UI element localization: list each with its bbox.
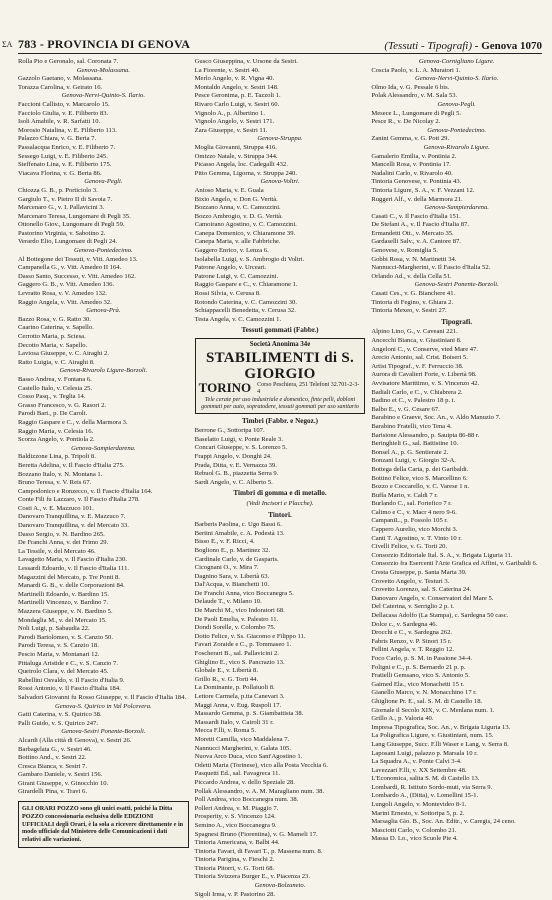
directory-entry: Dolce c., v. Sardegna 46. — [371, 620, 438, 628]
directory-entry: Marcenaro G., v. I. Pallavicini 3. — [18, 204, 105, 212]
directory-entry: Favari Zoraide e C., p. Tommaseo 1. — [194, 641, 292, 649]
directory-entry: Castello Italo, v. Celesia 25. — [18, 384, 93, 392]
directory-entry: Bottino Felice, vico S. Marcellino 6. — [371, 474, 468, 482]
directory-entry: Parodi Teresa, v. S. Canzio 18. — [18, 642, 99, 650]
header-city: Genova 1070 — [481, 40, 542, 52]
directory-entry: Lavezzari F.lli, v. XX Settembre 48. — [371, 766, 467, 774]
directory-entry: Tintoria Favari, di Favari T., p. Massena num. 8. — [194, 847, 323, 855]
directory-entry: Danovaro Angelo, v. Conservatori del Mare 5. — [371, 594, 494, 602]
directory-entry: Olmo Ida, v. G. Pessale 6 bis. — [371, 83, 450, 91]
directory-entry: Ottonello Giov., Lungomare di Pegli 59. — [18, 221, 125, 229]
directory-entry: Cicognani O., v. Mira 7. — [194, 564, 259, 572]
directory-entry: Masciotti Carlo, v. Colombo 21. — [371, 826, 457, 834]
directory-entry: Prosperity, v. S. Vincenzo 124. — [194, 813, 276, 821]
directory-entry: Globale E., v. Libertà 8. — [194, 667, 258, 675]
directory-entry: Burlando C., sal. Fortefico 7 r. — [371, 500, 452, 508]
directory-entry: Avvisatore Marittimo, v. S. Vincenzo 42. — [371, 379, 480, 387]
directory-entry: Angeloni C., v. Conserve, vied Mare 47. — [371, 345, 479, 353]
directory-entry: Gatti Caterina, v. S. Quirico 38. — [18, 711, 102, 719]
directory-entry: Ratto Luigia, v. C. Airaghi 8. — [18, 358, 95, 366]
directory-entry: Nannucci Margherini, v. Galata 105. — [194, 744, 291, 752]
locality-heading: Genova-Sestri Ponente-Borzoli. — [61, 728, 146, 736]
directory-entry: Bixio Angelo, v. Don G. Verità. — [194, 195, 278, 203]
directory-entry: Lang Giuseppe, Succ. F.lli Waser e Lang, v. Serra 8. — [371, 740, 509, 748]
directory-entry: Barisione Alessandro, p. Sauipta 86-88 r. — [371, 431, 480, 439]
locality-heading: Genova-Sestri Ponente-Borzoli. — [414, 281, 499, 289]
directory-entry: Sessego Luigi, v. E. Filiberto 245. — [18, 152, 108, 160]
directory-entry: Foco Carlo, p. S. M. in Passione 34-4. — [371, 654, 473, 662]
directory-entry: Levratto Rosa, v. V. Amedeo 132. — [18, 290, 107, 298]
directory-entry: Polak Alessandro, v. M. Sala 53. — [371, 92, 458, 100]
directory-entry: Lettore Carmela, p.tta Canevari 3. — [194, 693, 285, 700]
directory-entry: La Dominante, p. Pollaiuoli 8. — [194, 684, 275, 692]
directory-entry: Parodi Bartolomeo, v. S. Canzio 50. — [18, 633, 113, 641]
directory-entry: Tintoria Americana, v. Balbi 44. — [194, 839, 280, 847]
directory-entry: Basso Andrea, v. Fontana 6. — [18, 375, 92, 383]
directory-entry: Prada, Ditta, v. E. Vernazza 39. — [194, 461, 277, 469]
directory-entry: Tintoria Svizzera Burger E., v. Piacenza 23. — [194, 873, 310, 881]
directory-entry: Grillo R., v. G. Torti 44. — [194, 675, 259, 683]
directory-entry: Bottino And., v. Sestri 22. — [18, 754, 87, 762]
directory-entry: Buffa Mario, v. Caldi 7 r. — [371, 491, 438, 499]
directory-entry: Zara Giuseppe, v. Sestri 11. — [194, 126, 268, 134]
header-left: 783 - PROVINCIA DI GENOVA — [18, 37, 191, 51]
directory-entry: Lungoli Angelo, v. Montevideo 8-1. — [371, 801, 467, 809]
directory-entry: De Paoli Emelia, v. Palestro 11. — [194, 615, 279, 623]
directory-entry: Raggio Angela, v. Vitt. Amedeo 32. — [18, 298, 112, 306]
directory-entry: Campanella G., v. Vitt. Amedeo II 164. — [18, 264, 122, 272]
directory-entry: Martinelli Edoardo, v. Bardino 15. — [18, 590, 109, 598]
directory-entry: Raggio Maria, v. Celesia 16. — [18, 427, 94, 435]
directory-entry: Pastorino Virginia, v. Sabotino 2. — [18, 229, 106, 237]
directory-entry: Tintoria di Fegino, v. Ghiara 2. — [371, 298, 454, 306]
directory-entry: Vignolo Angelo, v. Sestri 171. — [194, 118, 275, 126]
directory-entry: Cresca Bianca, v. Sestri 7. — [18, 762, 87, 770]
directory-entry: Gaggero Enrico, v. Lenza 6. — [194, 247, 269, 255]
header-category: (Tessuti - Tipografi) — [384, 40, 473, 52]
directory-entry: Passalacqua Enrico, v. E. Filiberto 7. — [18, 143, 116, 151]
directory-entry: Torazza Carolina, v. Geirato 16. — [18, 83, 103, 91]
directory-entry: La Poligrafica Ligure, v. Giustiniani, num. 15. — [371, 732, 494, 740]
directory-entry: Rabellini Osvaldo, v. Il Fascio d'Italia 9. — [18, 676, 125, 684]
directory-entry: Cresta Giuseppe, p. Santa Marta 39. — [371, 569, 467, 577]
directory-entry: Canti T. Agostino, v. T. Vinto 10 r. — [371, 534, 462, 542]
advert-address: Corso Peschiera, 251 Telefoni 32.701-2-3-4 — [257, 381, 360, 395]
directory-entry: Polleri Andrea, v. M. Piaggio 7. — [194, 804, 279, 812]
directory-entry: Lessardi Edoardo, v. Il Fascio d'Italia 111. — [18, 565, 130, 573]
directory-entry: Fratielli Gemsano, vico S. Antonio 5. — [371, 672, 470, 680]
directory-entry: Ancecchi Bianca, v. Giustiniani 8. — [371, 337, 462, 344]
advert-row — [199, 382, 362, 396]
directory-entry: Gardaselli Salv., v. A. Cantore 87. — [371, 238, 461, 246]
directory-entry: Rebuol G. B., piazzetta Serra 9. — [194, 470, 279, 478]
directory-entry: Vignolo A., p. Albertino 1. — [194, 109, 265, 117]
directory-entry: Cerrotto Maria, p. Sciesa. — [18, 333, 86, 340]
directory-entry: Casati C., v. Il Fascio d'Italia 151. — [371, 212, 461, 220]
directory-entry: Gobbi Rosa, v. N. Martinetti 34. — [371, 255, 457, 263]
directory-entry: Orlando Ad., v. della Cella 51. — [371, 272, 452, 280]
directory-entry: Decotto Maria, v. Sapello. — [18, 341, 88, 349]
locality-heading: Genova-Pontedecimo. — [73, 247, 133, 255]
directory-entry: Impresa Tipografica, Soc. An., v. Brigata Liguria 13. — [371, 723, 511, 731]
directory-entry: Tintoria Parigina, v. Fieschi 2. — [194, 856, 275, 864]
directory-entry: Manardi G. B., v. delle Corporazioni 84. — [18, 582, 125, 590]
directory-entry: Gaggero G. B., v. Vitt. Amedeo 136. — [18, 281, 115, 289]
directory-entry: Merlo Angelo, v. R. Vigna 40. — [194, 75, 275, 83]
directory-entry: Bazzo Rosa, v. G. Ratto 30. — [18, 315, 92, 323]
directory-entry: Gianello Marco, v. N. Monacchino 17 r. — [371, 689, 477, 697]
directory-entry: Foligni e C., p. S. Bernardo 21 p. p. — [371, 663, 466, 671]
directory-entry: Mancelli Rosa, v. Pontinia 17. — [371, 161, 451, 169]
directory-entry: Laposani Luigi, palazzo p. Marsala 10 r. — [371, 749, 478, 757]
locality-heading: Genova-Nervi-Quinto-S. Ilario. — [61, 92, 145, 100]
locality-heading: Genova-Rivarolo Ligure-Borzoli. — [59, 367, 148, 375]
columns — [18, 58, 542, 898]
directory-entry: Parodi Bart., p. De Caroli. — [18, 410, 88, 418]
directory-entry: Dondi Sorelle, v. Colombo 75. — [194, 624, 276, 632]
directory-entry: Baselatto Luigi, v. Ponte Reale 3. — [194, 435, 283, 443]
directory-entry: Badino et C., v. Palestro 18 p. t. — [371, 397, 456, 405]
directory-entry: Massa D. Lo., vico Scuole Pie 4. — [371, 835, 458, 843]
directory-entry: Magazzini del Mercato, p. Tre Ponti 8. — [18, 573, 121, 581]
directory-entry: L'Economica, salita S. M. di Castello 13. — [371, 775, 480, 783]
directory-entry: Palazzo Chiara, v. G. Berta 7. — [18, 135, 97, 143]
directory-entry: Camoirano Agostino, v. C. Camozzini. — [194, 221, 297, 229]
directory-entry: Crovetto Angelo, v. Testuri 3. — [371, 577, 450, 585]
directory-entry: Barberis Paolina, c. Ugo Bassi 6. — [194, 521, 282, 529]
directory-entry: Mesece L., Lungomare di Pegli 5. — [371, 109, 462, 117]
directory-entry: Beringhieli G., sal. Battistine 10. — [371, 440, 459, 448]
directory-entry: Tintoria Genovese, v. Pontinia 43. — [371, 178, 462, 186]
directory-entry: Dagnino Sara, v. Libertà 63. — [194, 572, 270, 580]
directory-entry: Steffenato Lina, v. E. Filiberto 175. — [18, 161, 112, 169]
locality-heading: Genova-Pontedecimo. — [427, 126, 487, 134]
locality-heading: Genova-Rivarolo Ligure. — [423, 143, 490, 151]
directory-entry: Girardelli Pina, v. Travi 6. — [18, 788, 87, 796]
directory-entry: Bertini Amabile, c. A. Podestà 13. — [194, 529, 285, 537]
directory-entry: Gusco Giuseppina, v. Ursone da Sestri. — [194, 58, 298, 65]
directory-entry: Grasso Francesco, v. G. Rasori 2. — [18, 401, 107, 409]
directory-entry: Cardinale Carlo, v. de Gasparis. — [194, 555, 279, 563]
locality-heading: Genova-Molassana. — [76, 66, 130, 74]
directory-entry: Tintoria Mexeo, v. Sestri 27. — [371, 307, 447, 315]
section-heading: Tipografi. — [441, 317, 473, 326]
page-header — [18, 36, 542, 54]
advert-line-1: Società Anonima 34e — [249, 341, 311, 348]
directory-entry: Moretti Camilla, vico Maddalena 7. — [194, 735, 290, 743]
directory-entry: Ghiglino E., vico S. Pancrazio 13. — [194, 658, 285, 666]
directory-entry: Sardi Angelo, v. C. Alberto 5. — [194, 478, 273, 486]
directory-entry: Grillo A., p. Valoria 40. — [371, 715, 434, 723]
directory-entry: Verardo Elio, Lungomare di Pegli 24. — [18, 238, 118, 246]
directory-entry: Poll Andrea, vico Boccanegra num. 38. — [194, 796, 299, 804]
directory-entry: Sigoli Irma, v. P. Pastorino 28. — [194, 890, 276, 898]
locality-heading: Genova-Pegli. — [84, 178, 123, 186]
directory-entry: Chiozza G. B., p. Porticiolo 3. — [18, 186, 98, 194]
directory-entry: Patrone Angelo, v. Urceari. — [194, 264, 267, 272]
column-3 — [371, 58, 542, 892]
directory-entry: Cosso Pasq., v. Teglia 14. — [18, 393, 86, 401]
column-1 — [18, 58, 189, 892]
directory-entry: Rivaro Carlo Luigi, v. Sestri 60. — [194, 100, 280, 108]
section-heading: Timbri (Fabbr. e Negoz.) — [241, 416, 319, 425]
directory-entry: De Stefani A., v. Il Fascio d'Italia 87. — [371, 221, 469, 229]
locality-heading: (Vedi Incisori e Placche). — [246, 499, 314, 507]
directory-entry: Artist Tipograf., v. F. Ferruccio 38. — [371, 362, 464, 370]
directory-entry: Conte Fili fu Lazzaro, v. Il Fascio d'Italia 278. — [18, 496, 140, 504]
directory-entry: Giornale il Secolo XIX, v. C. Menlana num. 1. — [371, 706, 495, 714]
directory-entry: Arecio Antonio, sal. Crist. Boiseri 5. — [371, 354, 468, 362]
directory-entry: Viacava Florina, v. G. Berta 86. — [18, 169, 102, 177]
directory-entry: Coscia Paolo, v. L. A. Muratori 1. — [371, 66, 461, 74]
header-right: (Tessuti - Tipografi) - Genova 1070 — [384, 40, 542, 52]
directory-entry: Dotto Felice, v. Ss. Giacomo e Filippo 11. — [194, 632, 306, 640]
directory-entry: Canepa Maria, v. alle Fabbriche. — [194, 238, 281, 246]
column-2 — [194, 58, 366, 898]
section-heading: Tessuti gommati (Fabbr.) — [241, 326, 319, 335]
directory-entry: Scorza Angelo, v. Pontiola 2. — [18, 436, 95, 444]
directory-entry: Isoli Amabile, v. R. Sarfatti 10. — [18, 118, 101, 126]
locality-heading: Genova-Bolzaneto. — [254, 882, 306, 890]
directory-entry: Mecca F.lli, v. Roma 5. — [194, 727, 256, 735]
locality-heading: Genova-Prà. — [86, 307, 121, 315]
directory-entry: De Marchi M., vico Indoratori 68. — [194, 607, 285, 615]
directory-entry: Testa Angela, v. C. Camozzini 1. — [194, 315, 282, 323]
directory-entry: Lavagetto Maria, v. Il Fascio d'Italia 230. — [18, 556, 127, 564]
directory-entry: Calimo e C., v. Macr 4 nero 9-6. — [371, 508, 457, 516]
locality-heading: Genova-S. Quirico in Val Polcevera. — [54, 702, 152, 710]
directory-entry: Berrone G., Sottoripa 107. — [194, 427, 265, 435]
directory-entry: Isolabella Luigi, v. S. Ambrogio di Voltri. — [194, 255, 305, 263]
section-heading: Timbri di gomma e di metallo. — [233, 489, 327, 498]
directory-entry: Costi A., v. E. Mazzuco 101. — [18, 504, 94, 512]
directory-entry: Rossi Silvia, v. Cerusa 8. — [194, 290, 261, 298]
directory-entry: Noli Luigi, p. Sabaudia 22. — [18, 625, 90, 633]
directory-entry: Del Caterina, v. Serriglio 2 p. t. — [371, 603, 455, 611]
directory-entry: La Squadra A., v. Ponte Calvi 3-4. — [371, 758, 462, 766]
advert-box — [195, 338, 366, 414]
locality-heading: Genova-Sampierdarena. — [424, 204, 489, 212]
directory-entry: Aurora di Cavalieri Forte, v. Libertà 98. — [371, 371, 477, 379]
directory-entry: Picasso Angela, loc. Cadegalli 432. — [194, 161, 288, 169]
directory-entry: Marini Ernesto, v. Sottoripa 5, p. 2. — [371, 809, 465, 817]
section-heading: Tintori. — [268, 510, 292, 519]
directory-entry: Bogliono E., p. Martinez 32. — [194, 546, 271, 554]
directory-entry: Bozzano Italo, v. N. Montana 1. — [18, 470, 103, 478]
directory-entry: Bonzani Luigi, v. Giorgio 32-A. — [371, 457, 456, 465]
orari-pozzo-notice: GLI ORARI POZZO sono gli unici esatti, poiché la Ditta POZZO concessionaria esclusiva delle EDIZIONI UFFICIALI degli Orari, è la sola a ricevere direttamente e in modo ufficiale dal Ministero delle Comunicazioni i dati relativi alle variazioni. — [18, 801, 189, 848]
directory-entry: Barabino e Graeve, Soc. An., v. Aldo Manuzio 7. — [371, 414, 501, 422]
directory-entry: Bozzo Ambrogio, v. D. G. Verità. — [194, 212, 283, 220]
directory-entry: Alpino Lino, G., v. Caveani 221. — [371, 328, 458, 336]
directory-entry: Caarino Caterina, v. Sapello. — [18, 324, 94, 332]
directory-entry: Lombardi, R. Istituto Sordo-muti, via Serra 9. — [371, 783, 493, 791]
directory-entry: Gambaro Daniele, v. Sestri 156. — [18, 771, 103, 779]
page-number: 783 — [18, 37, 37, 51]
directory-entry: Morosio Natalina, v. E. Filiberto 113. — [18, 126, 117, 134]
locality-heading: Genova-Pegli. — [437, 100, 476, 108]
directory-entry: Pittaluga Aristide e C., v. S. Canzio 7. — [18, 659, 118, 667]
directory-entry: Pesce Geronima, p. E. Tazzoli 1. — [194, 92, 281, 100]
directory-entry: Moglia Giovanni, Struppa 416. — [194, 143, 277, 151]
directory-entry: La Fiorente, v. Sestri 40. — [194, 66, 260, 74]
directory-entry: Gamalerio Emilia, v. Pontinia 2. — [371, 152, 457, 160]
directory-entry: De Franchi Anna, vico Boccanegra 5. — [194, 589, 294, 597]
directory-entry: Salvadori Giovanni fu Rosso Giuseppe, v. Il Fascio d'Italia 184. — [18, 693, 187, 701]
directory-entry: Montaldo Angelo, v. Sestri 148. — [194, 83, 279, 91]
directory-entry: Dasso Santo, Successo, v. Vitt. Amedeo 162. — [18, 272, 136, 280]
directory-entry: Bottega della Carta, p. dei Garibaldi. — [371, 465, 469, 473]
directory-entry: Queirolo Clara, v. del Mercato 45. — [18, 668, 109, 676]
directory-entry: Raggio Gaspare e C., v. Chiaramone 1. — [194, 281, 298, 289]
directory-entry: Rossi Antonio, v. Il Fascio d'Italia 184. — [18, 685, 121, 693]
directory-entry: Dal'Acqua, v. Bianchetti 10. — [194, 581, 270, 589]
directory-entry: Tintoria Ligure, S. A., v. F. Vezzani 12. — [371, 186, 475, 194]
directory-entry: Pescio Maria, v. Montanari 12. — [18, 650, 100, 658]
header-title: PROVINCIA DI GENOVA — [47, 37, 191, 51]
directory-entry: Cappero Aurelio, vico Morchi 3. — [371, 526, 458, 534]
directory-entry: Nadalini Carlo, v. Rivarolo 40. — [371, 169, 453, 177]
directory-entry: Massardo Gemma, p. S. Giambattista 38. — [194, 710, 304, 718]
directory-entry: De Franchi Anna, v. dei Frimo 29. — [18, 539, 109, 547]
directory-entry: Rolla Pio e Geronalo, sal. Coronata 7. — [18, 58, 119, 65]
directory-entry: Tintoria Pitorri, v. G. Torti 68. — [194, 864, 275, 872]
directory-entry: Canepa Domenico, v. Chiaramone 39. — [194, 229, 296, 237]
directory-entry: Marsaglia Gio. B., Soc. An. Editr., v. Caregis, 24 ceno. — [371, 818, 516, 826]
directory-entry: Pasquetti Ed., sal. Favagreca 11. — [194, 770, 281, 778]
directory-entry: La Tessile, v. del Mercato 46. — [18, 547, 96, 555]
locality-heading: Genova-Nervi-Quinto-S. Ilario. — [415, 75, 499, 83]
directory-entry: Fellini Angela, v. T. Reggio 12. — [371, 646, 455, 654]
directory-entry: Dasso Sergio, v. N. Bardino 265. — [18, 530, 105, 538]
directory-entry: Ruggeri Alf., v. della Marmora 21. — [371, 195, 463, 203]
advert-line-2: STABILIMENTI di S. GIORGIO — [205, 349, 355, 382]
directory-entry: Lombardo A., (Ditta), v. Lomellini 15-1. — [371, 792, 479, 800]
directory-entry: Ermandetti Ott., v. Mercato 35. — [371, 229, 454, 237]
directory-entry: Balbo E., v. G. Cesare 67. — [371, 405, 440, 413]
directory-entry: Mondaglia M., v. del Mercato 15. — [18, 616, 107, 624]
directory-entry: Consorzio fra Esercenti l'Arte Grafica ed Affini, v. Garibaldi 6. — [371, 560, 538, 568]
directory-entry: Al Bottegone dei Tessuti, v. Vitt. Amedeo 13. — [18, 255, 138, 263]
directory-entry: Genovese, v. Romiglia 5. — [371, 247, 438, 255]
directory-entry: Foscherari B., sal. Pallavicini 2. — [194, 650, 279, 658]
directory-entry: Laviosa Giuseppe, v. C. Airaghi 2. — [18, 350, 109, 358]
directory-entry: Raggio Gaspare e C., v. della Marmora 3. — [18, 418, 128, 426]
locality-heading: Genova-Voltri. — [260, 178, 300, 186]
directory-entry: Pitto Gemma, Ligorna, v. Struppa 240. — [194, 169, 297, 177]
directory-entry: Bisso E., v. F. Ricci, 4. — [194, 538, 255, 546]
directory-entry: Campodonico e Ronzecco, v. Il Fascio d'Italia 164. — [18, 487, 153, 495]
directory-entry: Gargiulo T., v. Pietro II di Savoia 7. — [18, 195, 113, 203]
directory-entry: Casati Ces., v. G. Bianchere 41. — [371, 290, 456, 298]
directory-entry: Nannucci-Margherini, v. Il Fascio d'Italia 52. — [371, 264, 491, 272]
directory-entry: Crovetto Lorenzo, sal. S. Caterina 24. — [371, 586, 472, 594]
margin-mark: ΣA — [2, 40, 13, 49]
directory-entry: Ghiglione Pr. E., sal. S. M. di Castello 18. — [371, 697, 483, 705]
directory-entry: Omizzo Natale, v. Struppa 344. — [194, 152, 278, 160]
directory-entry: Nuova Arco Duca, vico Sant'Agostino 1. — [194, 753, 303, 761]
directory-entry: Patrone Luigi, v. C. Camozzini. — [194, 272, 279, 280]
directory-entry: Civelli Felice, v. G. Torti 20. — [371, 543, 448, 551]
directory-entry: Drocchi e C., v. Sardegna 262. — [371, 629, 453, 637]
directory-entry: Odetti Maria (Torinese), vico alla Posta Vecchia 6. — [194, 761, 328, 769]
directory-entry: Bozzo e Coccarello, v. C. Varese 1 n. — [371, 483, 470, 491]
directory-entry: Antoso Maria, v. E. Guala — [194, 186, 264, 194]
directory-entry: Danovaro Tranquillina, v. E. Mazzuco 7. — [18, 513, 126, 521]
directory-entry: Maggi Anna, v. Eug. Ruspoli 17. — [194, 701, 282, 709]
directory-entry: Mazzera Giuseppe, v. N. Bardino 5. — [18, 608, 113, 615]
directory-entry: Pollak Alessandro, v. A. M. Maragliano num. 38. — [194, 787, 325, 795]
directory-entry: Barbagelata G., v. Sestri 46. — [18, 745, 92, 753]
directory-entry: Gaimed Ela., vico Monachetti 15 r. — [371, 680, 464, 688]
directory-entry: Pesce R., v. De Nicolay 2. — [371, 118, 441, 126]
directory-entry: Bonsel A., p. G. Sentierate 2. — [371, 448, 449, 456]
directory-entry: Girani Giuseppe, v. Ginocchio 10. — [18, 779, 109, 787]
directory-entry: CampaniL., p. Fossolo 105 r. — [371, 517, 448, 525]
locality-heading: Genova-Sampierdarena. — [71, 444, 136, 452]
directory-entry: Faccioni Callisto, v. Marcarolo 15. — [18, 100, 110, 108]
directory-entry: Delaude T., v. Milano 10. — [194, 598, 262, 606]
directory-entry: Badiali Carlo, e C., v. Chiabrera 2. — [371, 388, 463, 396]
locality-heading: Genova-Cornigliano Ligure. — [418, 58, 495, 65]
directory-entry: Dellacasa Adolfo (La Stampa), c. Sardegna 50 casc. — [371, 612, 509, 619]
locality-heading: Genova-Struppa. — [257, 135, 303, 143]
directory-entry: Gazzolo Gaetano, v. Molassana. — [18, 75, 103, 83]
advert-note: Tele cerate per uso industriale e domestico, finte pelli, dobloni gommati per auto, sopratodere, tessuti gommati per uso sanitario — [201, 396, 359, 410]
directory-entry: Alcardi (Alla città di Genova), v. Sestri 26. — [18, 736, 132, 744]
directory-entry: Bozzano Anna, v. C. Camozzini. — [194, 204, 281, 212]
directory-entry: Fabris Renzo, v. P. Sinori 15 r. — [371, 637, 452, 645]
directory-entry: Zanini Gemma, v. G. Pott 29. — [371, 135, 450, 143]
directory-entry: Schiappacelli Benedetta, v. Cerusa 32. — [194, 307, 296, 315]
directory-entry: Facciolo Giulia, v. E. Filiberto 83. — [18, 109, 109, 117]
directory-entry: Palli Guido, v. S. Quirico 247. — [18, 719, 98, 727]
directory-entry: Martinelli Vincenzo, v. Bardino 7. — [18, 599, 109, 607]
directory-entry: Massardi Italo, v. Cairoli 31 r. — [194, 718, 274, 726]
directory-entry: Danovaro Tranquillina, v. del Mercato 33. — [18, 522, 129, 530]
directory-entry: Consorzio Editoriale Ital. S. A., v. Brigata Liguria 11. — [371, 551, 513, 559]
directory-entry: Concari Giuseppe, v. S. Lorenzo 5. — [194, 444, 288, 452]
directory-entry: Barabino Fratelli, vico Tena 4. — [371, 422, 452, 430]
directory-entry: Beretta Adelina, v. Il Fascio d'Italia 275. — [18, 461, 125, 469]
advert-city: TORINO — [198, 380, 252, 396]
directory-entry: Piccardo Andrea, v. dello Speziale 28. — [194, 778, 295, 786]
directory-entry: Rotondo Caterina, v. C. Camozzini 30. — [194, 298, 297, 306]
directory-entry: Baldizzone Lina, p. Tripoli 8. — [18, 453, 96, 461]
directory-entry: Bruno Teresa, v. V. Reis 67. — [18, 479, 92, 487]
directory-entry: Semino A., vico Boccanegra 9. — [194, 821, 277, 829]
directory-entry: Spagnesi Bruno (Fiorentina), v. G. Mameli 17. — [194, 830, 318, 838]
directory-entry: Marcenaro Teresa, Lungomare di Pegli 35. — [18, 212, 131, 220]
directory-entry: Frappi Angelo, v. Donghi 24. — [194, 452, 272, 460]
